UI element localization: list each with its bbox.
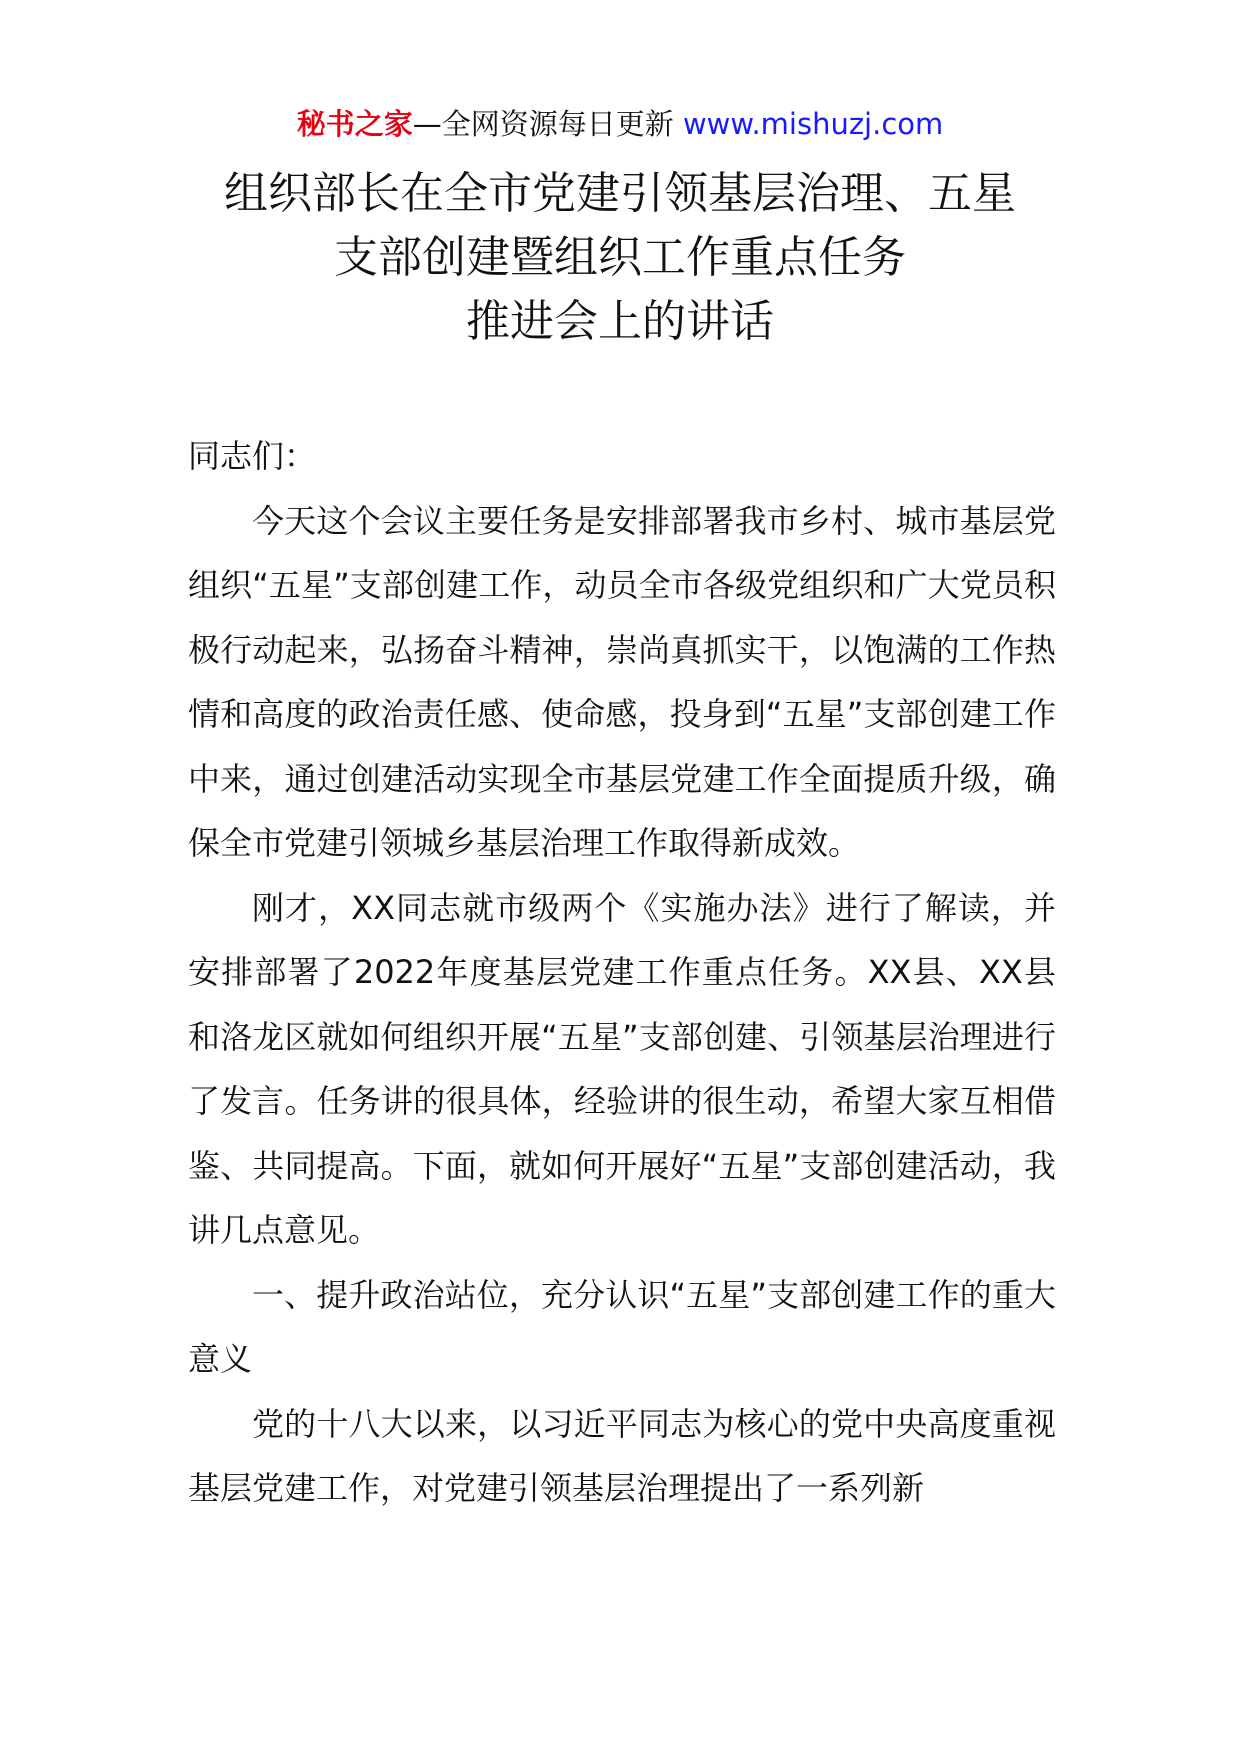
brand-name: 秘书之家 [296,107,413,141]
title-line-2: 支部创建暨组织工作重点任务 [334,232,906,283]
header-tagline: —全网资源每日更新 [412,107,674,141]
paragraph-3: 党的十八大以来，以习近平同志为核心的党中央高度重视基层党建工作，对党建引领基层治理提出了一系列新 [188,1404,1056,1507]
section-heading-1: 一、提升政治站位，充分认识“五星”支部创建工作的重大意义 [188,1275,1056,1378]
paragraph-2: 刚才，XX同志就市级两个《实施办法》进行了解读，并安排部署了2022年度基层党建工作重点任务。XX县、XX县和洛龙区就如何组织开展“五星”支部创建、引领基层治理进行了发言。任务讲的很具体，经验讲的很生动，希望大家互相借鉴、共同提高。下面，就如何开展好“五星”支部创建活动，我讲几点意见。 [188,888,1056,1249]
site-url-link[interactable]: www.mishuzj.com [682,107,944,141]
title-line-1: 组织部长在全市党建引领基层治理、五星 [224,168,1016,219]
site-header [0,100,1240,148]
salutation: 同志们： [188,437,317,475]
title-line-3: 推进会上的讲话 [466,296,774,347]
document-title [100,162,1140,354]
document-body [188,424,1056,1521]
paragraph-1: 今天这个会议主要任务是安排部署我市乡村、城市基层党组织“五星”支部创建工作，动员全市各级党组织和广大党员积极行动起来，弘扬奋斗精神，崇尚真抓实干，以饱满的工作热情和高度的政治责任感、使命感，投身到“五星”支部创建工作中来，通过创建活动实现全市基层党建工作全面提质升级，确保全市党建引领城乡基层治理工作取得新成效。 [188,501,1056,862]
